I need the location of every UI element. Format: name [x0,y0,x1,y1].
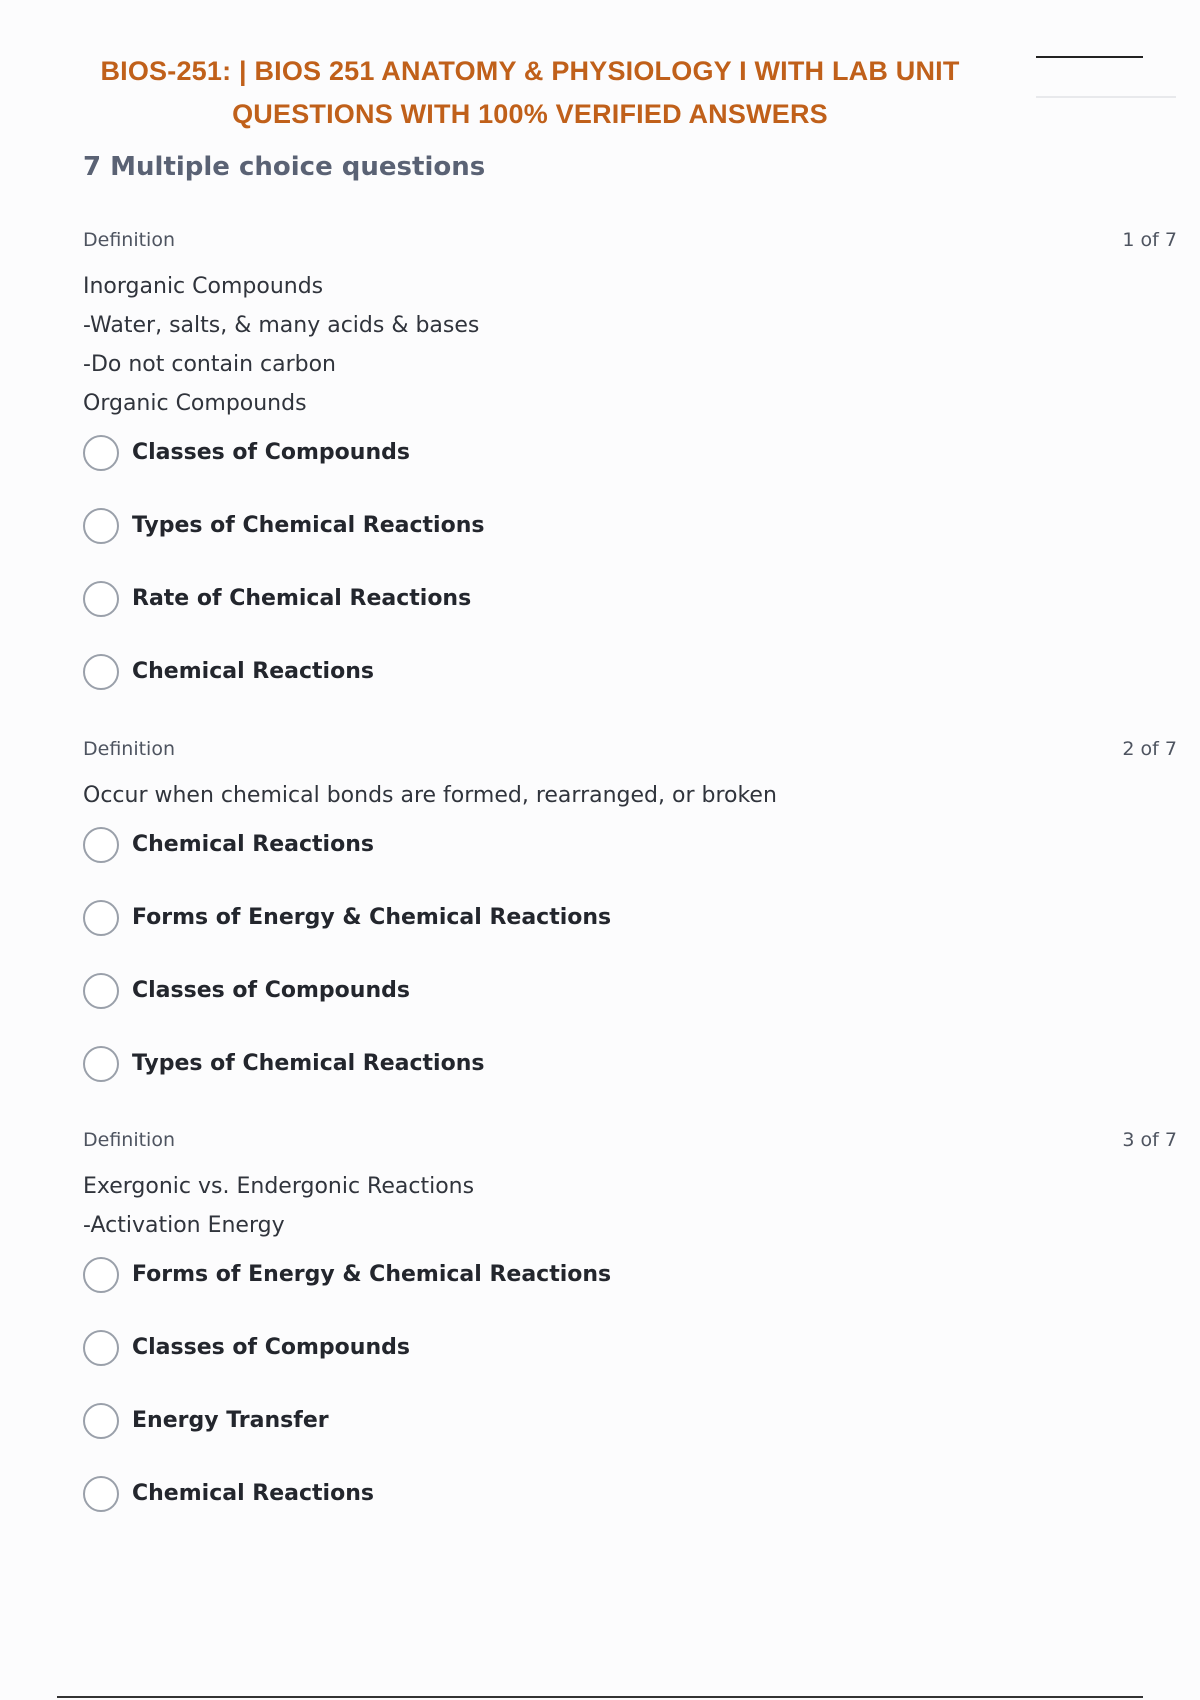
question-counter: 1 of 7 [1122,229,1177,251]
header-rule [1036,56,1143,58]
option-label: Classes of Compounds [132,978,410,1003]
option-label: Chemical Reactions [132,659,374,684]
section-heading: 7 Multiple choice questions [83,152,486,182]
radio-button[interactable] [83,1046,119,1082]
prompt-line: Organic Compounds [83,391,307,416]
radio-button[interactable] [83,508,119,544]
radio-button[interactable] [83,900,119,936]
question-counter: 3 of 7 [1122,1129,1177,1151]
radio-button[interactable] [83,1476,119,1512]
radio-button[interactable] [83,654,119,690]
question-type-label: Definition [83,1129,176,1151]
option-label: Chemical Reactions [132,1481,374,1506]
question-2 [83,738,1177,1119]
option-label: Types of Chemical Reactions [132,1051,485,1076]
option-label: Classes of Compounds [132,1335,410,1360]
question-header [83,229,1177,257]
answer-option[interactable] [83,435,1177,508]
radio-button[interactable] [83,581,119,617]
document-title-line-1: BIOS-251: | BIOS 251 ANATOMY & PHYSIOLOGY I WITH LAB UNIT [100,56,960,86]
answer-option[interactable] [83,827,1177,900]
prompt-line: -Do not contain carbon [83,352,336,377]
answer-option[interactable] [83,654,1177,727]
option-label: Energy Transfer [132,1408,329,1433]
footer-rule [57,1696,1143,1698]
answer-options [83,1257,1177,1549]
radio-button[interactable] [83,973,119,1009]
answer-option[interactable] [83,508,1177,581]
question-counter: 2 of 7 [1122,738,1177,760]
answer-options [83,827,1177,1119]
radio-button[interactable] [83,1403,119,1439]
question-type-label: Definition [83,738,176,760]
prompt-line: -Activation Energy [83,1213,285,1238]
prompt-line: Occur when chemical bonds are formed, rearranged, or broken [83,783,777,808]
radio-button[interactable] [83,827,119,863]
prompt-line: -Water, salts, & many acids & bases [83,313,480,338]
question-header [83,738,1177,766]
question-header [83,1129,1177,1157]
option-label: Types of Chemical Reactions [132,513,485,538]
answer-options [83,435,1177,727]
radio-button[interactable] [83,1257,119,1293]
option-label: Classes of Compounds [132,440,410,465]
prompt-line: Inorganic Compounds [83,274,324,299]
option-label: Forms of Energy & Chemical Reactions [132,1262,612,1287]
header-rule-faint [1036,96,1176,98]
answer-option[interactable] [83,1046,1177,1119]
option-label: Forms of Energy & Chemical Reactions [132,905,612,930]
answer-option[interactable] [83,1476,1177,1549]
prompt-line: Exergonic vs. Endergonic Reactions [83,1174,475,1199]
question-prompt [83,1167,1177,1245]
answer-option[interactable] [83,1330,1177,1403]
answer-option[interactable] [83,1403,1177,1476]
answer-option[interactable] [83,900,1177,973]
question-3 [83,1129,1177,1549]
document-title [30,50,1030,136]
question-prompt [83,267,1177,423]
option-label: Chemical Reactions [132,832,374,857]
option-label: Rate of Chemical Reactions [132,586,472,611]
radio-button[interactable] [83,435,119,471]
document-title-line-2: QUESTIONS WITH 100% VERIFIED ANSWERS [232,99,828,129]
answer-option[interactable] [83,581,1177,654]
question-1 [83,229,1177,727]
question-prompt [83,776,1177,815]
answer-option[interactable] [83,973,1177,1046]
radio-button[interactable] [83,1330,119,1366]
question-type-label: Definition [83,229,176,251]
answer-option[interactable] [83,1257,1177,1330]
